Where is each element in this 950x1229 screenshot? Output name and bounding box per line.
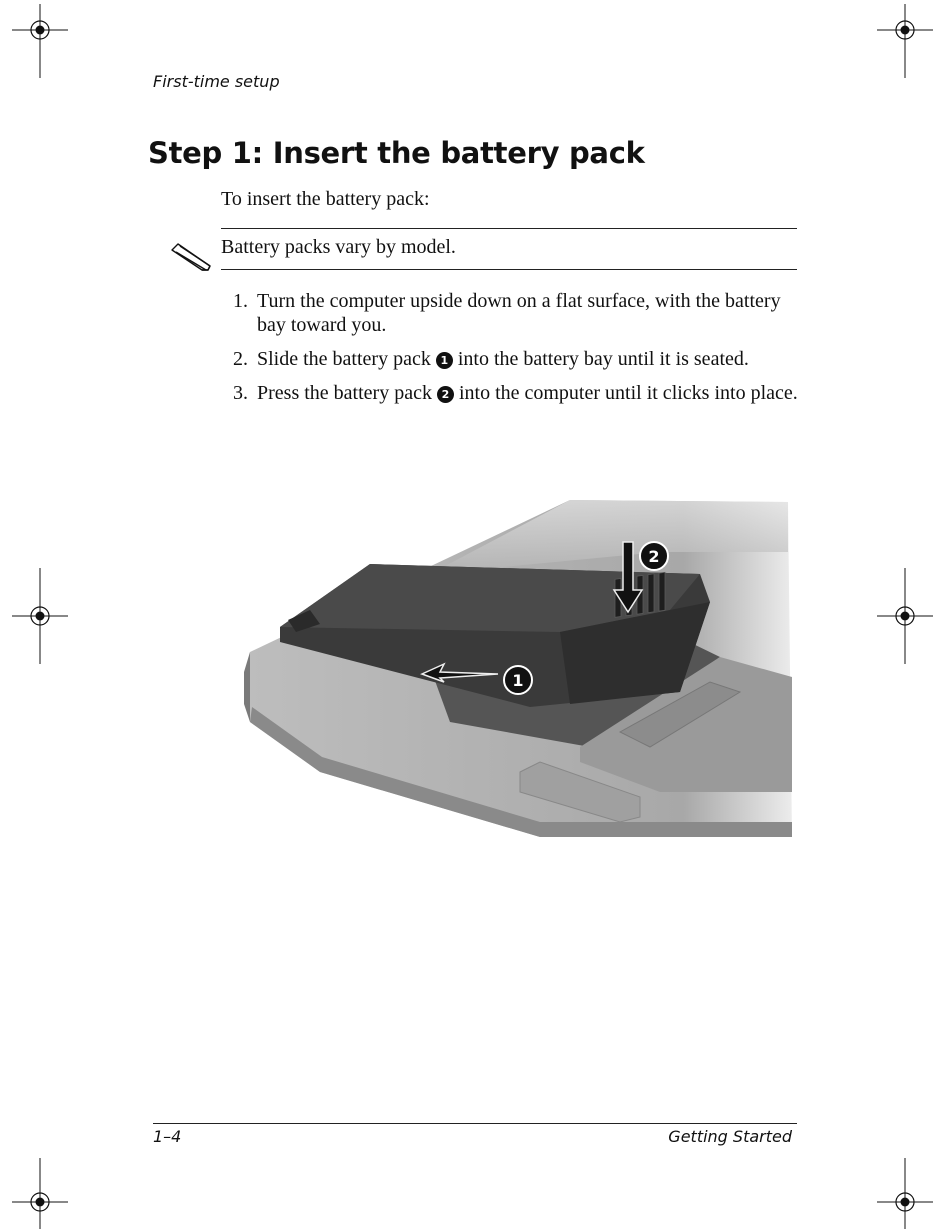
running-head: First-time setup [153,72,280,91]
page-number: 1–4 [153,1127,182,1146]
registration-mark-top-right [877,4,933,78]
registration-mark-mid-left [12,568,68,664]
step-text-after: into the computer until it clicks into place. [458,382,798,404]
footer-rule [153,1123,797,1124]
step-item [221,381,811,405]
step-number: 3. [233,382,248,404]
step-text-before: Press the battery pack [257,382,432,404]
registration-mark-bottom-right [877,1158,933,1229]
callout-1-badge: 1 [436,352,453,369]
callout-2-badge: 2 [437,386,454,403]
step-number: 2. [233,348,248,370]
pencil-note-icon [170,240,214,272]
callout-2-label: 2 [648,547,660,566]
step-text: Turn the computer upside down on a flat surface, with the battery bay toward you. [257,290,781,336]
step-number: 1. [233,290,248,312]
callout-1-marker [504,666,532,694]
book-title: Getting Started [668,1127,792,1146]
registration-mark-top-left [12,4,68,78]
intro-text: To insert the battery pack: [221,188,430,210]
registration-mark-mid-right [877,568,933,664]
step-text-before: Slide the battery pack [257,348,431,370]
step-text-after: into the battery bay until it is seated. [457,348,749,370]
note-text: Battery packs vary by model. [221,236,456,258]
note-bottom-rule [221,269,797,270]
step-item [221,289,811,337]
note-top-rule [221,228,797,229]
steps-list [221,289,811,415]
page-title: Step 1: Insert the battery pack [148,136,645,170]
battery-insertion-illustration [240,492,800,852]
callout-2-marker [640,542,668,570]
callout-1-label: 1 [512,671,524,690]
step-item [221,347,811,371]
registration-mark-bottom-left [12,1158,68,1229]
